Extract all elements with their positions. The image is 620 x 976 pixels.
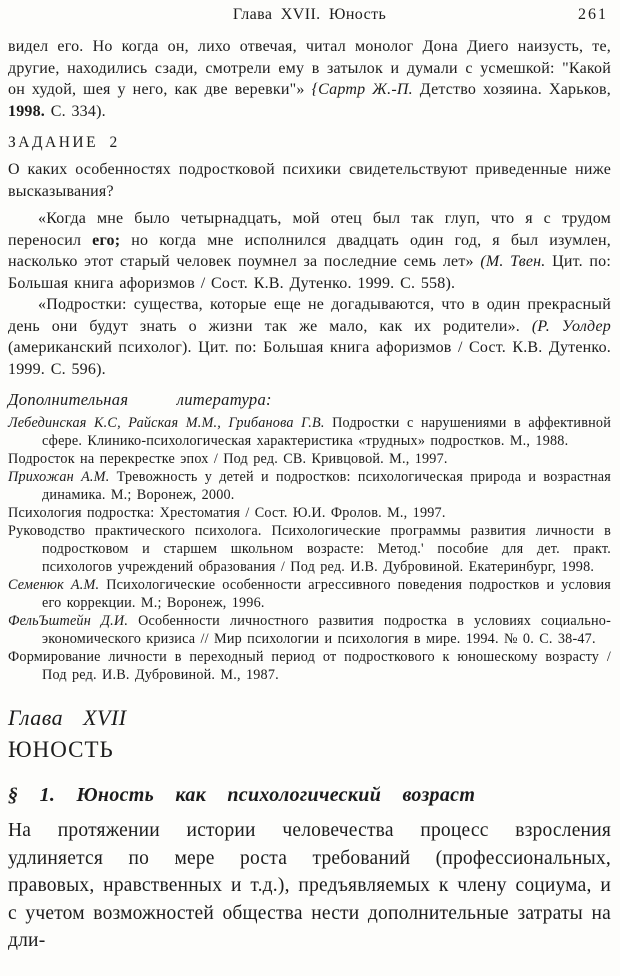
literature-list — [8, 414, 611, 684]
text-segment: Цит. по: Большая книга афоризмов / Сост. К.В. Дутенко. 1999. С. 558). — [8, 253, 612, 292]
page-number: 261 — [578, 6, 608, 23]
literature-entry — [8, 576, 611, 612]
literature-entry — [8, 414, 611, 450]
text-segment: Детство хозяина. Харьков, — [412, 81, 612, 98]
text-segment: «Когда мне было четырнадцать, мой отец был так глуп, что я с трудом переносил — [8, 210, 611, 249]
text-segment: Особенности личностного развития подростка в условиях социально-экономического кризиса // Мир психологии и психология в мире. 1994. № 0. С. 38-47. — [42, 613, 611, 647]
chapter-heading-block — [8, 704, 611, 765]
text-segment: 1998. — [8, 102, 45, 120]
body-paragraph: На протяжении истории человечества процесс взросления удлиняется по мере роста требований (профессиональных, правовых, нравственных и т.д.), предъявляемых к члену социума, и с учетом возможностей общества нести дополнительные затраты на дли- — [8, 820, 611, 951]
text-segment: Тревожность у детей и подростков: психологическая природа и возрастная динамика. М.; Воронеж, 2000. — [42, 469, 612, 503]
task-heading: ЗАДАНИЕ 2 — [8, 134, 120, 151]
literature-entry — [8, 648, 611, 684]
text-segment: Психология подростка: Хрестоматия / Сост. Ю.И. Фролов. М., 1997. — [8, 505, 446, 521]
text-segment: Руководство практического психолога. Психологические программы развития личности в подростковом и старшем школьном возрасте: Метод.' пособие для дет. практ. психологов учреждений образования / Под ред. И.В. Дубровиной. Екатеринбург, 1998. — [8, 523, 611, 575]
task-question: О каких особенностях подростковой психики свидетельствуют приведенные ниже высказывания? — [8, 161, 611, 200]
literature-entry — [8, 612, 611, 648]
text-segment: но когда мне исполнился двадцать один год, я был изумлен, насколько этот старый человек поумнел за последние семь лет» — [8, 231, 611, 270]
chapter-label: Глава XVII — [8, 705, 127, 730]
text-segment: (американский психолог). Цит. по: Большая книга афоризмов / Сост. К.В. Дутенко. 1999. С. 596). — [8, 339, 611, 378]
literature-heading: Дополнительная литература: — [8, 390, 272, 409]
quote-paragraph-walder — [8, 294, 611, 380]
text-segment: (М. Твен. — [480, 253, 546, 270]
text-segment: С. 334). — [45, 102, 106, 120]
text-segment: (Р. Уолдер — [531, 317, 612, 335]
text-segment: «Подростки: существа, которые еще не догадываются, что в один прекрасный день они будут знать о жизни так же мало, как их родители». — [8, 296, 611, 335]
running-header — [8, 6, 611, 28]
header-chapter-title: Глава XVII. Юность — [232, 6, 387, 23]
quote-paragraph-twain — [8, 208, 611, 294]
section-heading: § 1. Юность как психологический возраст — [8, 784, 476, 806]
text-segment: Прихожан А.М. — [8, 469, 110, 485]
text-segment: Семенюк А.М. — [8, 577, 100, 593]
literature-entry — [8, 522, 611, 576]
text-segment: его; — [92, 231, 121, 249]
literature-entry — [8, 450, 611, 468]
text-segment: Психологические особенности агрессивного поведения подростков и условия его коррекции. М.; Воронеж, 1996. — [42, 577, 612, 611]
intro-paragraph — [8, 36, 611, 122]
text-segment: Подросток на перекрестке эпох / Под ред. СВ. Кривцовой. М., 1997. — [8, 451, 448, 467]
text-segment: ФельЪштейн Д.И. — [8, 613, 129, 629]
literature-entry — [8, 468, 611, 504]
literature-entry — [8, 504, 611, 522]
text-segment: видел его. Но когда он, лихо отвечая, читал монолог Дона Диего наизусть, те, другие, находились сзади, смотрели ему в затылок и думали с усмешкой: "Какой он худой, шея у него, как две веревки"» — [8, 38, 611, 98]
text-segment: Подростки с нарушениями в аффективной сфере. Клинико-психологическая характеристика «трудных» подростков. М., 1988. — [42, 415, 611, 449]
text-segment: Лебединская К.С, Райская М.М., Грибанова Г.В. — [8, 415, 325, 431]
chapter-title: ЮНОСТЬ — [8, 737, 114, 762]
text-segment: {Сартр Ж.-П. — [311, 81, 413, 98]
text-segment: Формирование личности в переходный период от подросткового к юношескому возрасту / Под ред. И.В. Дубровиной. М., 1987. — [8, 649, 611, 683]
